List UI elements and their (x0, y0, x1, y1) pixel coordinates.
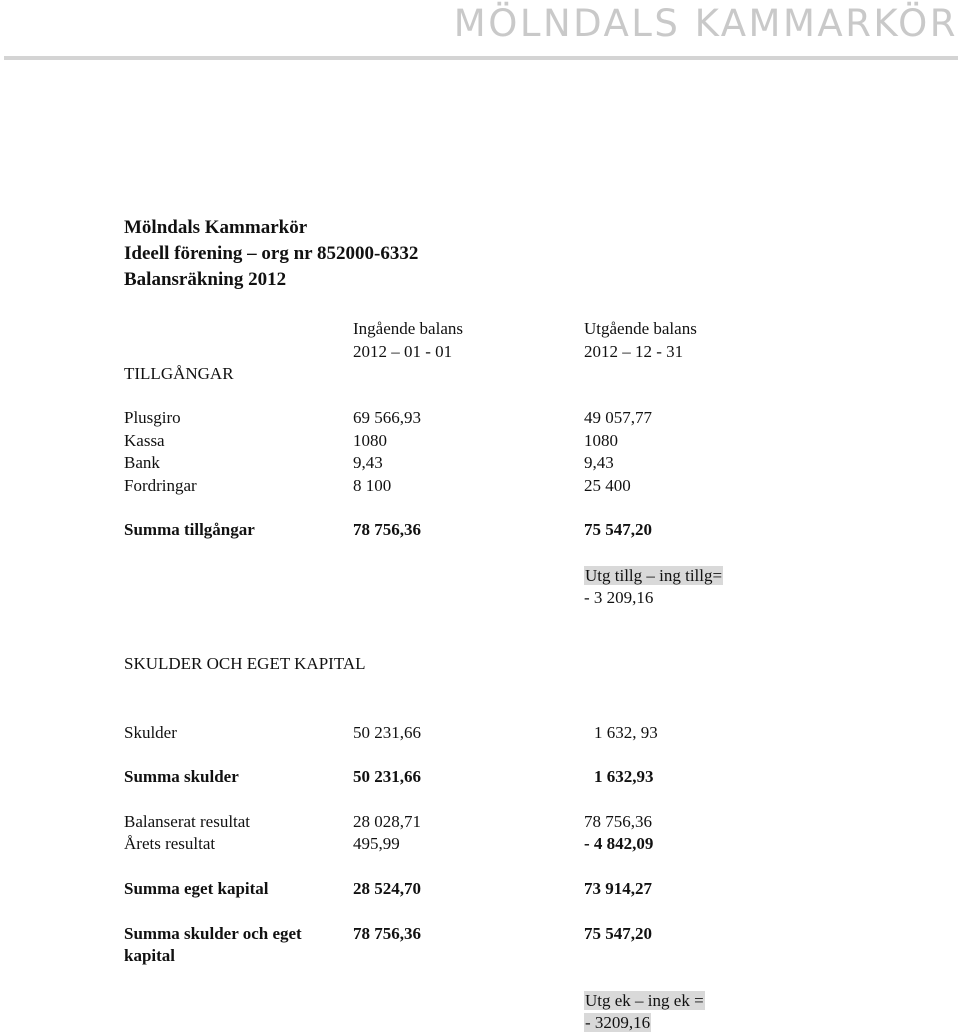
assets-change-value: - 3 209,16 (584, 588, 654, 607)
org-description: Ideell förening – org nr 852000-6332 (124, 243, 419, 264)
assets-total-label: Summa tillgångar (124, 520, 255, 539)
grand-total-opening: 78 756,36 (353, 924, 421, 943)
liabilities-total-closing: 1 632,93 (594, 767, 654, 786)
column-date-closing: 2012 – 12 - 31 (584, 342, 684, 361)
column-header-closing: Utgående balans (584, 319, 697, 338)
document-title: Balansräkning 2012 (124, 269, 287, 290)
equity-change-amount: - 3209,16 (585, 1013, 651, 1032)
asset-row-closing: 1080 (584, 431, 618, 450)
asset-row-opening: 8 100 (353, 476, 392, 495)
asset-row-closing: 9,43 (584, 453, 614, 472)
equity-row-opening: 28 028,71 (353, 812, 421, 831)
liabilities-row-opening: 50 231,66 (353, 723, 421, 742)
equity-row-opening: 495,99 (353, 834, 400, 853)
grand-total-label: Summa skulder och eget (124, 924, 302, 943)
equity-total-opening: 28 524,70 (353, 879, 421, 898)
grand-total-label-continued: kapital (124, 946, 176, 965)
asset-row-opening: 9,43 (353, 453, 383, 472)
asset-row-closing: 25 400 (584, 476, 631, 495)
equity-change-formula: Utg ek – ing ek = (585, 991, 704, 1010)
asset-row-label: Bank (124, 453, 160, 472)
liabilities-row-closing: 1 632, 93 (594, 723, 658, 742)
brand-logo-text: MÖLNDALS KAMMARKÖR (453, 2, 958, 45)
asset-row-opening: 1080 (353, 431, 387, 450)
org-name: Mölndals Kammarkör (124, 217, 308, 238)
liabilities-total-opening: 50 231,66 (353, 767, 421, 786)
equity-change-note (584, 990, 705, 1012)
column-date-opening: 2012 – 01 - 01 (353, 342, 453, 361)
column-header-opening: Ingående balans (353, 319, 463, 338)
equity-total-closing: 73 914,27 (584, 879, 652, 898)
asset-row-opening: 69 566,93 (353, 408, 421, 427)
equity-row-closing: 78 756,36 (584, 812, 652, 831)
header-divider (4, 56, 958, 60)
equity-row-closing: - 4 842,09 (584, 834, 654, 853)
asset-row-label: Kassa (124, 431, 165, 450)
assets-change-formula: Utg tillg – ing tillg= (585, 566, 723, 585)
equity-total-label: Summa eget kapital (124, 879, 269, 898)
asset-row-label: Plusgiro (124, 408, 181, 427)
assets-total-closing: 75 547,20 (584, 520, 652, 539)
asset-row-closing: 49 057,77 (584, 408, 652, 427)
asset-row-label: Fordringar (124, 476, 197, 495)
liabilities-row-label: Skulder (124, 723, 177, 742)
equity-row-label: Balanserat resultat (124, 812, 251, 831)
section-title-liabilities: SKULDER OCH EGET KAPITAL (124, 654, 366, 673)
assets-change-note (584, 565, 723, 587)
equity-change-value (584, 1012, 651, 1034)
grand-total-closing: 75 547,20 (584, 924, 652, 943)
liabilities-total-label: Summa skulder (124, 767, 239, 786)
assets-total-opening: 78 756,36 (353, 520, 421, 539)
section-title-assets: TILLGÅNGAR (124, 364, 234, 383)
equity-row-label: Årets resultat (124, 834, 216, 853)
